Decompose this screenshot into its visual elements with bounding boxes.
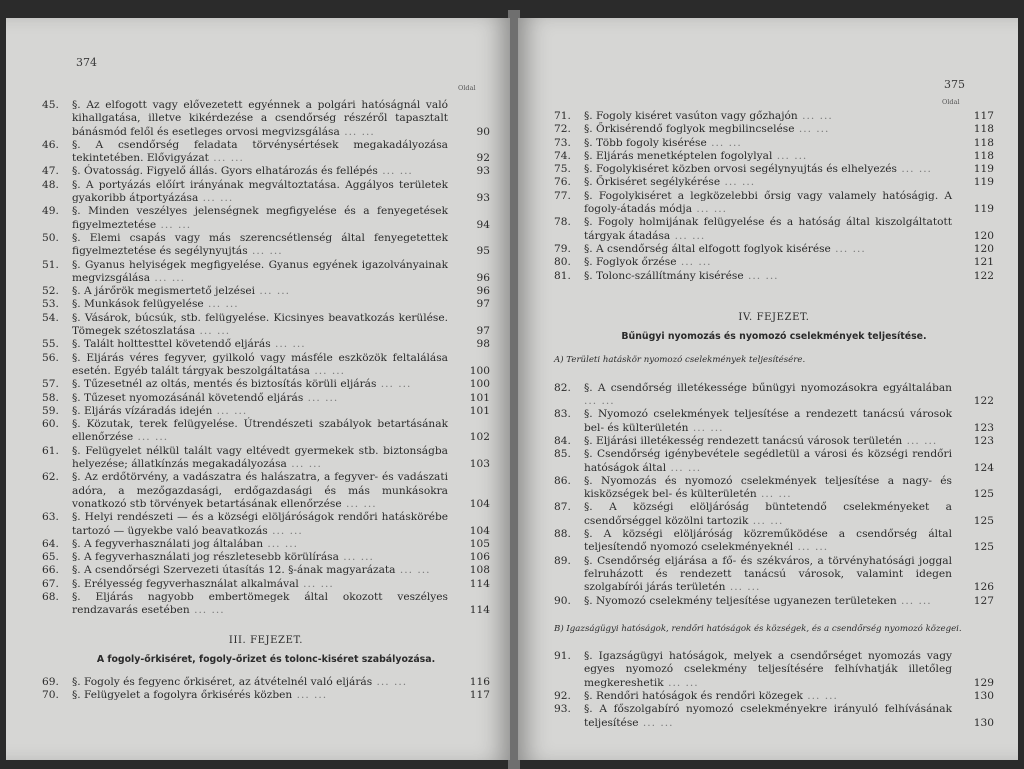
entry-page: 90: [476, 125, 490, 138]
entry-page: 127: [973, 594, 994, 607]
entry-page: 95: [476, 245, 490, 258]
leader-dots: ... ...: [267, 524, 303, 537]
entries-group-1: [42, 99, 490, 618]
entry-page: 96: [476, 271, 490, 284]
entry-number: 61.: [42, 444, 59, 457]
entry-text: §. Csendőrség eljárása a fő- és székváros, a törvényhatósági joggal felruházott és rendezett tanácsú városok, valamint idegen szolgabírói járás területén: [584, 554, 952, 594]
toc-entry: [554, 137, 994, 150]
chapter-heading: III. FEJEZET.: [228, 634, 304, 646]
toc-entry: [554, 703, 994, 730]
entry-text: §. Fogolykiséret a legközelebbi őrsig vagy valamely hatóságig. A fogoly-átadás módja: [584, 189, 952, 216]
entry-number: 73.: [554, 136, 571, 149]
leader-dots: ... ...: [247, 245, 283, 258]
entry-page: 93: [476, 192, 490, 205]
entry-text: §. Az elfogott vagy elővezetett egyénnek a polgári hatóságnál való kihallgatása, illetve kikérdezése a csendőrség részéről tapasztalt bánásmód felől és esetleges orvosi megvizsgálása: [72, 99, 448, 138]
leader-dots: ... ...: [195, 325, 231, 338]
toc-entry: [42, 511, 490, 538]
toc-entry: [554, 555, 994, 595]
entry-text: §. A főszolgabíró nyomozó cselekményekre irányuló felhívásának teljesítése: [584, 703, 952, 729]
entry-text: §. A csendőrség illetékessége bűnügyi nyomozásokra egyáltalában: [584, 381, 952, 394]
leader-dots: ... ...: [270, 338, 306, 351]
table-of-contents: [554, 110, 994, 730]
leader-dots: ... ...: [666, 461, 702, 474]
leader-dots: ... ...: [830, 242, 866, 255]
leader-dots: ... ...: [706, 136, 742, 149]
toc-entry: [554, 501, 994, 528]
entry-text: §. Eljárás véres fegyver, gyilkoló vagy másféle eszközök feltalálása esetén. Egyéb talált tárgyak beszolgáltatása: [72, 351, 448, 377]
toc-entry: [42, 418, 490, 445]
entry-text: §. Nyomozó cselekmények teljesítése a rendezett tanácsú városok bel- és külterületén: [584, 408, 952, 434]
chapter-heading: IV. FEJEZET.: [738, 311, 810, 323]
leader-dots: ... ...: [725, 581, 761, 594]
entry-text: §. Tűzesetnél az oltás, mentés és biztosítás körüli eljárás: [72, 378, 377, 391]
entry-text: §. Foglyok őrzése: [584, 256, 677, 269]
entry-page: 118: [973, 149, 994, 162]
toc-entry: [42, 312, 490, 339]
toc-entry: [42, 591, 490, 618]
leader-dots: ... ...: [720, 176, 756, 189]
entry-number: 71.: [554, 110, 571, 122]
entry-page: 96: [476, 285, 490, 298]
entry-text: §. A csendőrség által elfogott foglyok kisérése: [584, 242, 831, 255]
entry-text: §. Fogolykiséret közben orvosi segélynyujtás és elhelyezés: [584, 163, 897, 176]
leader-dots: ... ...: [793, 541, 829, 554]
leader-dots: ... ...: [376, 378, 412, 391]
entry-page: 129: [973, 676, 994, 689]
chapter-title: A fogoly-őrkiséret, fogoly-őrizet és tolonc-kiséret szabályozása.: [96, 653, 436, 665]
toc-entry: [42, 232, 490, 259]
leader-dots: ... ...: [198, 192, 234, 205]
entry-text: §. Fogoly holmijának felügyelése és a hatóság által kiszolgáltatott tárgyak átadása: [584, 216, 952, 242]
entry-number: 89.: [554, 554, 571, 567]
entry-number: 76.: [554, 176, 571, 189]
toc-entry: [554, 150, 994, 163]
entry-number: 83.: [554, 408, 571, 421]
toc-entry: [42, 139, 490, 166]
toc-entry: [42, 551, 490, 564]
entry-text: §. Fogoly és fegyenc őrkiséret, az átvételnél való eljárás: [72, 676, 373, 689]
entry-page: 119: [973, 203, 994, 216]
leader-dots: ... ...: [286, 458, 322, 471]
entry-number: 57.: [42, 378, 59, 391]
entry-page: 117: [973, 110, 994, 122]
leader-dots: ... ...: [797, 110, 833, 122]
entry-page: 97: [476, 325, 490, 338]
leader-dots: ... ...: [670, 229, 706, 242]
entry-page: 130: [973, 716, 994, 729]
entry-page: 117: [469, 689, 490, 702]
entry-text: §. A fegyverhasználati jog részletesebb körülírása: [72, 551, 339, 564]
entry-text: §. Fogoly kiséret vasúton vagy gőzhajón: [584, 110, 798, 122]
leader-dots: ... ...: [208, 152, 244, 165]
entry-number: 74.: [554, 149, 571, 162]
toc-entry: [554, 448, 994, 475]
entry-text: §. Óvatosság. Figyelő állás. Gyors elhatározás és fellépés: [72, 165, 378, 178]
toc-entry: [42, 99, 490, 139]
entry-page: 130: [973, 689, 994, 702]
toc-entry: [42, 285, 490, 298]
toc-entry: [42, 179, 490, 206]
entry-page: 120: [973, 242, 994, 255]
left-page: [6, 18, 510, 760]
entry-text: §. Helyi rendészeti — és a községi elöljáróságok rendőri hatáskörébe tartozó — ügyekbe való beavatkozás: [72, 511, 448, 537]
entry-page: 106: [469, 551, 490, 564]
leader-dots: ... ...: [748, 514, 784, 527]
page-number: 375: [944, 78, 965, 91]
toc-entry: [42, 165, 490, 178]
entry-number: 72.: [554, 123, 571, 136]
section-heading-b: B) Igazságügyi hatóságok, rendőri hatóságok és községek, és a csendőrség nyomozó közegei.: [554, 623, 962, 634]
column-label: Oldal: [942, 98, 960, 106]
entry-text: §. A portyázás előírt irányának megváltoztatása. Aggályos területek gyakoribb átportyázása: [72, 178, 448, 205]
entry-text: §. A községi elöljáróság büntetendő cselekményeket a csendőrséggel közölni tartozik: [584, 501, 952, 527]
entry-page: 114: [469, 604, 490, 617]
entry-number: 48.: [42, 178, 59, 191]
entry-page: 105: [469, 537, 490, 550]
entry-page: 102: [469, 431, 490, 444]
entry-number: 88.: [554, 528, 571, 541]
leader-dots: ... ...: [584, 395, 615, 408]
toc-entry: [42, 405, 490, 418]
leader-dots: ... ...: [802, 689, 838, 702]
entries-group-2: [42, 676, 490, 703]
leader-dots: ... ...: [676, 256, 712, 269]
toc-entry: [554, 528, 994, 555]
entry-text: §. A csendőrségi Szervezeti útasítás 12. §-ának magyarázata: [72, 564, 396, 577]
toc-entry: [554, 110, 994, 123]
entry-text: §. A községi elöljáróság közreműködése a csendőrség által teljesítendő nyomozó cselekményeknél: [584, 528, 952, 554]
leader-dots: ... ...: [377, 165, 413, 178]
entry-text: §. A fegyverhasználati jog általában: [72, 537, 264, 550]
entry-number: 45.: [42, 99, 59, 111]
entry-page: 101: [469, 404, 490, 417]
entry-number: 49.: [42, 205, 59, 218]
entry-text: §. Minden veszélyes jelenségnek megfigyelése és a fenyegetések figyelmeztetése: [72, 205, 448, 231]
entry-page: 125: [973, 541, 994, 554]
toc-entry: [554, 595, 994, 608]
entry-number: 87.: [554, 501, 571, 514]
entry-text: §. Az erdőtörvény, a vadászatra és halászatra, a fegyver- és vadászati adóra, a mezőgazdasági, erdőgazdasági és más munkásokra vonatkozó stb törvények betartásának ellenőrzése: [72, 471, 448, 510]
entry-page: 104: [469, 524, 490, 537]
entry-number: 56.: [42, 351, 59, 364]
toc-entry: [42, 471, 490, 511]
leader-dots: ... ...: [189, 604, 225, 617]
toc-entry: [42, 538, 490, 551]
column-label: Oldal: [458, 84, 476, 92]
entry-number: 79.: [554, 242, 571, 255]
entry-page: 118: [973, 136, 994, 149]
entry-text: §. Nyomozó cselekmény teljesítése ugyanezen területeken: [584, 594, 897, 607]
toc-entry: [554, 256, 994, 269]
entry-number: 52.: [42, 285, 59, 298]
entry-number: 62.: [42, 471, 59, 484]
toc-entry: [42, 689, 490, 702]
leader-dots: ... ...: [310, 364, 345, 377]
toc-entry: [554, 176, 994, 189]
leader-dots: ... ...: [303, 391, 339, 404]
toc-entry: [554, 190, 994, 217]
entry-page: 122: [973, 395, 994, 408]
toc-entry: [42, 445, 490, 472]
leader-dots: ... ...: [794, 123, 830, 136]
entry-text: §. Nyomozás és nyomozó cselekmények teljesítése a nagy- és kisközségek bel- és külterületén: [584, 474, 952, 501]
entry-number: 67.: [42, 577, 59, 590]
entry-text: §. Erélyesség fegyverhasználat alkalmával: [72, 577, 299, 590]
entry-text: §. Eljárás nagyobb embertömegek által okozott veszélyes rendzavarás esetében: [72, 590, 448, 617]
leader-dots: ... ...: [395, 564, 431, 577]
entries-group-1: [554, 110, 994, 283]
toc-entry: [42, 578, 490, 591]
entries-group-2: [554, 382, 994, 608]
entry-text: §. Tűzeset nyomozásánál követendő eljárás: [72, 391, 304, 404]
entry-text: §. Igazságügyi hatóságok, melyek a csendőrséget nyomozás vagy egyes nyomozó cselekmény teljesítésére felhívhatják illetőleg megkereshetik: [584, 650, 952, 689]
leader-dots: ... ...: [756, 488, 792, 501]
entry-number: 90.: [554, 594, 571, 607]
entry-number: 92.: [554, 689, 571, 702]
leader-dots: ... ...: [743, 269, 779, 282]
entry-number: 63.: [42, 511, 59, 524]
entry-number: 69.: [42, 676, 59, 689]
leader-dots: ... ...: [156, 218, 192, 231]
toc-entry: [42, 676, 490, 689]
entry-page: 120: [973, 229, 994, 242]
leader-dots: ... ...: [212, 404, 248, 417]
chapter-title: Bűnügyi nyomozás és nyomozó cselekmények teljesítése.: [621, 331, 927, 343]
leader-dots: ... ...: [203, 298, 239, 311]
entry-number: 80.: [554, 256, 571, 269]
entry-text: §. Talált holttesttel követendő eljárás: [72, 338, 271, 351]
entry-text: §. Elemi csapás vagy más szerencsétlenség által fenyegetettek figyelmeztetése és segélynyujtás: [72, 231, 448, 258]
toc-entry: [554, 475, 994, 502]
section-heading-a: A) Területi hatáskör nyomozó cselekmények teljesítésére.: [554, 355, 806, 366]
entry-page: 119: [973, 163, 994, 176]
entry-page: 118: [973, 123, 994, 136]
toc-entry: [42, 378, 490, 391]
entry-number: 65.: [42, 551, 59, 564]
entry-number: 93.: [554, 703, 571, 716]
leader-dots: ... ...: [688, 421, 724, 434]
entry-page: 123: [973, 434, 994, 447]
entry-page: 122: [973, 269, 994, 282]
entry-page: 98: [476, 338, 490, 351]
leader-dots: ... ...: [150, 271, 185, 284]
entry-text: §. Felügyelet a fogolyra őrkisérés közben: [72, 689, 293, 702]
entry-text: §. A járőrök megismertető jelzései: [72, 285, 256, 298]
toc-entry: [42, 298, 490, 311]
leader-dots: ... ...: [133, 431, 169, 444]
entry-number: 59.: [42, 404, 59, 417]
entry-text: §. Rendőri hatóságok és rendőri közegek: [584, 689, 803, 702]
entry-number: 53.: [42, 298, 59, 311]
toc-entry: [554, 163, 994, 176]
entry-number: 46.: [42, 138, 59, 151]
entry-page: 126: [973, 581, 994, 594]
entry-number: 85.: [554, 448, 571, 461]
toc-entry: [554, 216, 994, 243]
entry-number: 70.: [42, 689, 59, 702]
entry-number: 82.: [554, 381, 571, 394]
entry-page: 93: [476, 165, 490, 178]
entry-number: 68.: [42, 590, 59, 603]
toc-entry: [554, 650, 994, 690]
toc-entry: [554, 690, 994, 703]
entry-page: 100: [469, 364, 490, 377]
toc-entry: [554, 243, 994, 256]
entry-number: 60.: [42, 418, 59, 431]
toc-entry: [554, 123, 994, 136]
right-page: [518, 18, 1018, 760]
table-of-contents: [42, 99, 490, 703]
entry-page: 101: [469, 391, 490, 404]
entry-page: 119: [973, 176, 994, 189]
leader-dots: ... ...: [339, 125, 375, 138]
leader-dots: ... ...: [341, 497, 377, 510]
entry-page: 100: [469, 378, 490, 391]
entry-number: 91.: [554, 650, 571, 663]
entry-number: 78.: [554, 216, 571, 229]
entry-text: §. Közutak, terek felügyelése. Útrendészeti szabályok betartásának ellenőrzése: [72, 418, 448, 444]
entry-number: 55.: [42, 338, 59, 351]
toc-entry: [554, 382, 994, 409]
toc-entry: [554, 435, 994, 448]
entry-page: 97: [476, 298, 490, 311]
entry-text: §. Tolonc-szállítmány kisérése: [584, 269, 744, 282]
toc-entry: [42, 259, 490, 286]
leader-dots: ... ...: [263, 537, 299, 550]
entry-text: §. Felügyelet nélkül talált vagy eltévedt gyermekek stb. biztonságba helyezése; állatkínzás megakadályozása: [72, 444, 448, 471]
entry-text: §. Őrkisérendő foglyok megbilincselése: [584, 123, 795, 136]
entry-page: 103: [469, 458, 490, 471]
entry-page: 92: [476, 152, 490, 165]
toc-entry: [554, 408, 994, 435]
entry-number: 86.: [554, 474, 571, 487]
entry-text: §. Több fogoly kisérése: [584, 136, 707, 149]
leader-dots: ... ...: [638, 716, 674, 729]
entry-page: 94: [476, 218, 490, 231]
entry-page: 121: [973, 256, 994, 269]
leader-dots: ... ...: [772, 149, 808, 162]
entry-page: 123: [973, 421, 994, 434]
entry-text: §. Eljárás menetképtelen fogolylyal: [584, 149, 773, 162]
entry-text: §. Eljárási illetékesség rendezett tanácsú városok területén: [584, 434, 903, 447]
leader-dots: ... ...: [338, 551, 374, 564]
entry-page: 108: [469, 564, 490, 577]
leader-dots: ... ...: [896, 594, 932, 607]
entry-page: 125: [973, 514, 994, 527]
entry-text: §. Őrkiséret segélykérése: [584, 176, 721, 189]
entry-number: 81.: [554, 269, 571, 282]
entry-text: §. Vásárok, búcsúk, stb. felügyelése. Kicsinyes beavatkozás kerülése. Tömegek szétoszlatása: [72, 311, 448, 338]
entry-text: §. Gyanus helyiségek megfigyelése. Gyanus egyének igazolványainak megvizsgálása: [72, 258, 448, 284]
entry-page: 104: [469, 497, 490, 510]
entry-number: 50.: [42, 231, 59, 244]
toc-entry: [42, 564, 490, 577]
entry-number: 47.: [42, 165, 59, 178]
entry-text: §. Eljárás vízáradás idején: [72, 404, 213, 417]
leader-dots: ... ...: [902, 434, 938, 447]
leader-dots: ... ...: [298, 577, 334, 590]
entry-number: 66.: [42, 564, 59, 577]
entry-text: §. Csendőrség igénybevétele segédletül a városi és községi rendőri hatóságok által: [584, 448, 952, 474]
entry-text: §. Munkások felügyelése: [72, 298, 204, 311]
toc-entry: [42, 352, 490, 379]
toc-entry: [554, 270, 994, 283]
entry-page: 125: [973, 488, 994, 501]
entry-number: 75.: [554, 163, 571, 176]
page-number: 374: [76, 56, 97, 69]
toc-entry: [42, 205, 490, 232]
entry-number: 51.: [42, 258, 59, 271]
entry-number: 64.: [42, 537, 59, 550]
leader-dots: ... ...: [292, 689, 328, 702]
leader-dots: ... ...: [896, 163, 932, 176]
entry-number: 77.: [554, 189, 571, 202]
entry-number: 84.: [554, 434, 571, 447]
toc-entry: [42, 338, 490, 351]
entry-page: 116: [469, 676, 490, 689]
leader-dots: ... ...: [372, 676, 408, 689]
toc-entry: [42, 392, 490, 405]
leader-dots: ... ...: [663, 676, 699, 689]
entry-number: 54.: [42, 311, 59, 324]
entry-text: §. A csendőrség feladata törvénysértések megakadályozása tekintetében. Elővigyázat: [72, 138, 448, 165]
entry-number: 58.: [42, 391, 59, 404]
entry-page: 124: [973, 461, 994, 474]
leader-dots: ... ...: [692, 203, 727, 216]
entry-page: 114: [469, 577, 490, 590]
entries-group-3: [554, 650, 994, 730]
leader-dots: ... ...: [255, 285, 290, 298]
